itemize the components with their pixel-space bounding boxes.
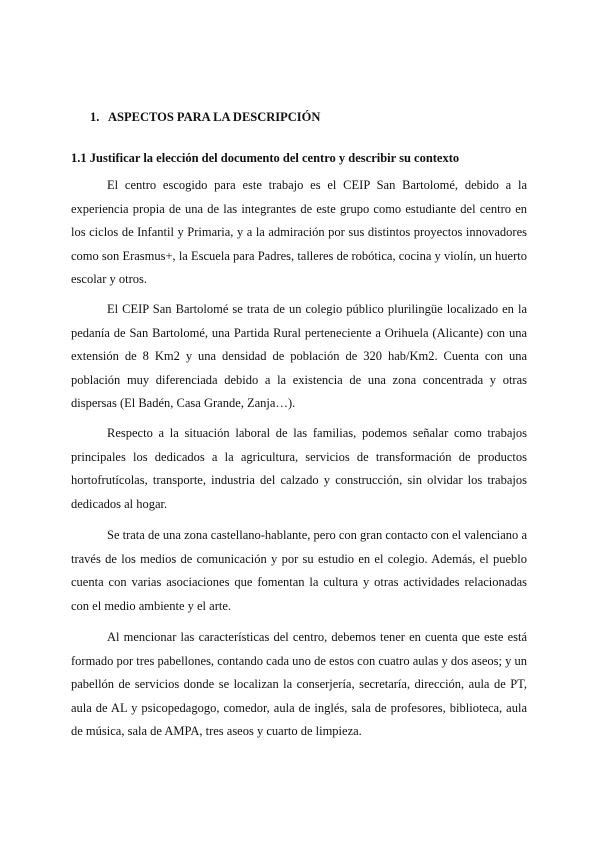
paragraph-school-choice: El centro escogido para este trabajo es el CEIP San Bartolomé, debido a la experiencia propia de una de las integrantes de este grupo como estudiante del centro en los ciclos de Infantil y Primaria, y a la admiración por sus distintos proyectos innovadores como son Erasmus+, la Escuela para Padres, talleres de robótica, cocina y violín, un huerto escolar y otros. [71,178,527,286]
paragraph-family-employment: Respecto a la situación laboral de las familias, podemos señalar como trabajos principales los dedicados a la agricultura, servicios de transformación de productos hortofrutícolas, transporte, industria del calzado y construcción, sin olvidar los trabajos dedicados al hogar. [71,426,527,511]
section-number: 1. [90,110,100,124]
paragraph-school-location: El CEIP San Bartolomé se trata de un colegio público plurilingüe localizado en la pedanía de San Bartolomé, una Partida Rural perteneciente a Orihuela (Alicante) con una extensión de 8 Km2 y una densidad de población de 320 hab/Km2. Cuenta con una población muy diferenciada debido a la existencia de una zona concentrada y otras dispersas (El Badén, Casa Grande, Zanja…). [71,302,527,410]
paragraph-language-context: Se trata de una zona castellano-hablante, pero con gran contacto con el valenciano a través de los medios de comunicación y por su estudio en el colegio. Además, el pueblo cuenta con varias asociaciones que fomentan la cultura y otras actividades relacionadas con el medio ambiente y el arte. [71,528,527,613]
subsection-heading: 1.1 Justificar la elección del documento del centro y describir su contexto [71,151,460,165]
section-heading [90,110,320,125]
section-title: ASPECTOS PARA LA DESCRIPCIÓN [108,110,321,124]
paragraph-school-facilities: Al mencionar las características del centro, debemos tener en cuenta que este está formado por tres pabellones, contando cada uno de estos con cuatro aulas y dos aseos; y un pabellón de servicios donde se localizan la conserjería, secretaría, dirección, aula de PT, aula de AL y psicopedagogo, comedor, aula de inglés, sala de profesores, biblioteca, aula de música, sala de AMPA, tres aseos y cuarto de limpieza. [71,630,527,738]
